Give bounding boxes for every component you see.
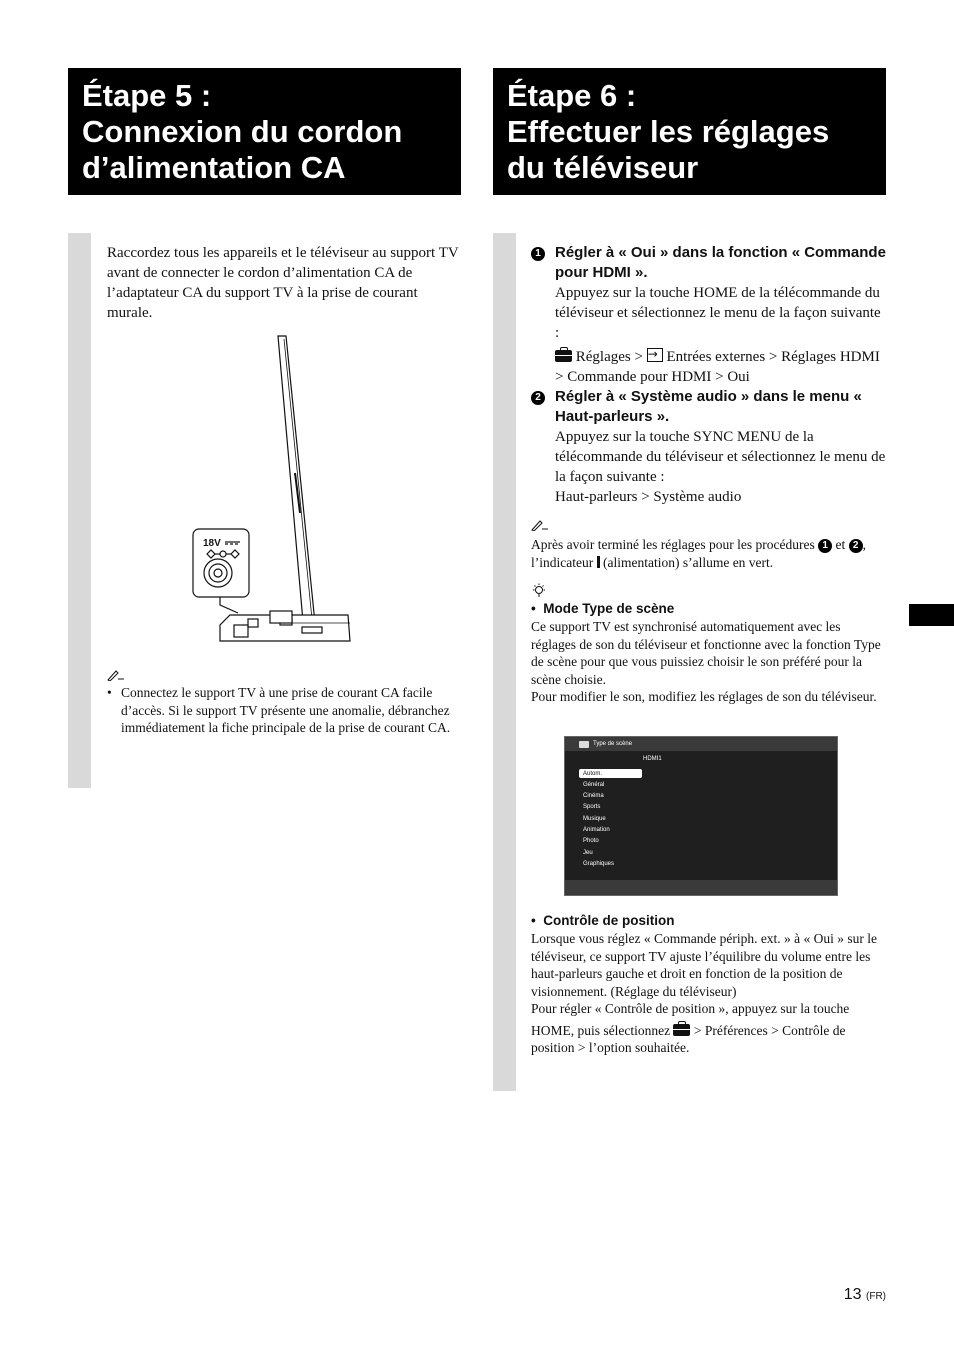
tip2-body2-line xyxy=(531,1022,887,1057)
page-language: (FR) xyxy=(866,1291,886,1302)
step6-line3: du téléviseur xyxy=(507,150,699,185)
power-indicator-icon xyxy=(597,556,600,568)
note-step1-ref: 1 xyxy=(818,539,832,553)
screen-footer-bar xyxy=(565,880,837,895)
step2-title: Régler à « Système audio » dans le menu « Haut-parleurs ». xyxy=(555,388,862,425)
step1-title: Régler à « Oui » dans la fonction « Commande pour HDMI ». xyxy=(555,244,886,281)
step1-body: Appuyez sur la touche HOME de la télécommande du téléviseur et sélectionnez le menu de la façon suivante : xyxy=(555,285,881,341)
tip2-body1: Lorsque vous réglez « Commande périph. ext. » à « Oui » sur le téléviseur, ce support TV ajuste l’équilibre du volume entre les haut-parleurs gauche et droit en fonction de la position de visionnement. (Réglage du téléviseur) xyxy=(531,931,878,999)
section-tab-marker xyxy=(909,604,954,626)
step6-line1: Étape 6 : xyxy=(507,78,637,113)
scene-item-general[interactable]: Général xyxy=(583,782,605,788)
step1-number: 1 xyxy=(531,247,545,261)
tip1-block xyxy=(531,600,887,706)
tip1-title: Mode Type de scène xyxy=(543,601,675,616)
right-side-bar xyxy=(493,233,516,1091)
tip-lightbulb-icon xyxy=(531,583,547,599)
bullet-dot: • xyxy=(107,685,112,700)
tip2-body2b: HOME, puis sélectionnez xyxy=(531,1022,671,1038)
note-text-b: l’indicateur xyxy=(531,554,594,570)
tip1-body2: Pour modifier le son, modifiez les réglages de son du téléviseur. xyxy=(531,689,877,704)
scene-item-cinema[interactable]: Cinéma xyxy=(583,793,604,799)
tip1-bullet: • xyxy=(531,601,544,616)
step5-header xyxy=(68,68,461,195)
scene-item-animation[interactable]: Animation xyxy=(583,827,610,833)
step1-path-a: Réglages > xyxy=(575,349,643,365)
step5-line2: Connexion du cordon xyxy=(82,114,403,149)
step6-header xyxy=(493,68,886,195)
scene-item-musique[interactable]: Musique xyxy=(583,816,606,822)
scene-item-graphiques[interactable]: Graphiques xyxy=(583,861,615,867)
step2-number: 2 xyxy=(531,391,545,405)
note-pencil-icon xyxy=(107,669,125,681)
scene-type-screen xyxy=(564,736,838,896)
step5-line1: Étape 5 : xyxy=(82,78,212,113)
tip2-block xyxy=(531,912,887,1057)
external-input-icon xyxy=(647,348,663,362)
left-note xyxy=(107,684,462,737)
scene-item-jeu[interactable]: Jeu xyxy=(583,850,593,856)
note-and: et xyxy=(835,537,846,552)
tip2-title: Contrôle de position xyxy=(543,913,675,928)
note-text-a: Après avoir terminé les réglages pour les procédures xyxy=(531,537,815,552)
settings-toolbox-icon xyxy=(555,350,572,362)
right-note: Après avoir terminé les réglages pour les procédures 1 et 2 , l’indicateur (alimentation) s’allume en vert. xyxy=(531,537,867,570)
step2-block xyxy=(531,387,886,507)
screen-title: Type de scène xyxy=(593,741,633,747)
scene-item-sports[interactable]: Sports xyxy=(583,804,601,810)
screen-input: HDMI1 xyxy=(643,756,662,762)
tv-stand-illustration xyxy=(190,333,352,649)
note-step2-ref: 2 xyxy=(849,539,863,553)
left-note-text: Connectez le support TV à une prise de courant CA facile d’accès. Si le support TV présente une anomalie, débranchez immédiatement la fiche principale de la prise de courant CA. xyxy=(121,685,451,735)
page-footer xyxy=(820,1286,886,1304)
tip1-body1: Ce support TV est synchronisé automatiquement avec les réglages de son du téléviseur et fonctionne avec la fonction Type de scène pour que vous puissiez choisir le son préféré pour la scène choisie. xyxy=(531,619,881,687)
step2-path: Haut-parleurs > Système audio xyxy=(555,489,742,505)
scene-item-autom[interactable]: Autom. xyxy=(583,771,603,777)
page-number: 13 xyxy=(843,1286,862,1303)
scene-item-photo[interactable]: Photo xyxy=(583,838,599,844)
step1-block xyxy=(531,243,886,387)
tip2-body2a: Pour régler « Contrôle de position », appuyez sur la touche xyxy=(531,1001,850,1016)
step6-line2: Effectuer les réglages xyxy=(507,114,830,149)
left-intro: Raccordez tous les appareils et le téléviseur au support TV avant de connecter le cordon d’alimentation CA de l’adaptateur CA du support TV à la prise de courant murale. xyxy=(107,245,459,321)
step1-path xyxy=(555,347,886,387)
step2-body: Appuyez sur la touche SYNC MENU de la télécommande du téléviseur et sélectionnez le menu de la façon suivante : xyxy=(555,429,886,485)
note-text-c: (alimentation) s’allume en vert. xyxy=(602,554,774,570)
screen-toolbox-icon xyxy=(579,741,589,748)
step1-path-b: Entrées externes > Réglages HDMI > Commande pour HDMI > Oui xyxy=(555,349,880,385)
jack-voltage-label: 18V xyxy=(203,538,221,549)
step5-line3: d’alimentation CA xyxy=(82,150,346,185)
left-side-bar xyxy=(68,233,91,788)
tip2-bullet: • xyxy=(531,913,544,928)
note-pencil-icon-2 xyxy=(531,519,549,531)
settings-toolbox-icon-2 xyxy=(673,1024,690,1036)
tip2-body2c: > Préférences > Contrôle de position > l’option souhaitée. xyxy=(531,1022,846,1055)
